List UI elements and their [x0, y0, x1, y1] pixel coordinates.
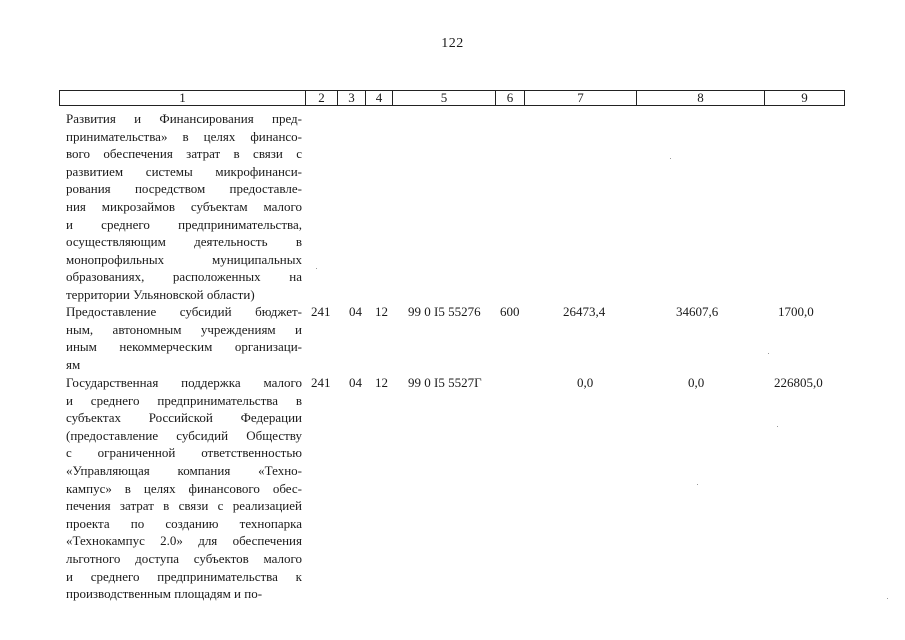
- header-col-4: 4: [365, 91, 392, 105]
- header-col-3: 3: [337, 91, 365, 105]
- scan-speck: [777, 426, 778, 427]
- header-col-8: 8: [636, 91, 764, 105]
- description-line: «Управляющая компания «Техно-: [66, 462, 302, 478]
- cell-amount-col8: 34607,6: [676, 304, 719, 319]
- description-line: территории Ульяновской области): [66, 286, 255, 302]
- description-line: ям: [66, 356, 81, 372]
- description-line: монопрофильных муниципальных: [66, 251, 302, 267]
- scan-speck: [697, 484, 698, 485]
- header-col-1: 1: [179, 90, 186, 105]
- description-line: принимательства» в целях финансо-: [66, 128, 302, 144]
- cell-target-article: 99 0 I5 55276: [408, 304, 481, 319]
- header-col-9: 9: [764, 91, 844, 105]
- description-line: (предоставление субсидий Обществу: [66, 427, 302, 443]
- description-line: проекта по созданию технопарка: [66, 515, 302, 531]
- description-line: иным некоммерческим организаци-: [66, 339, 302, 355]
- scan-speck: [768, 353, 769, 354]
- description-line: и среднего предпринимательства,: [66, 216, 302, 232]
- description-line: ным, автономным учреждениям и: [66, 321, 302, 337]
- cell-amount-col9: 1700,0: [778, 304, 814, 319]
- page-number: 122: [441, 36, 464, 51]
- row-description: [66, 374, 302, 603]
- description-line: «Технокампус 2.0» для обеспечения: [66, 533, 302, 549]
- cell-amount-col7: 26473,4: [563, 304, 606, 319]
- row-description: [66, 110, 302, 304]
- cell-subsection-code: 12: [375, 375, 388, 390]
- description-line: вого обеспечения затрат в связи с: [66, 146, 302, 162]
- description-line: образованиях, расположенных на: [66, 269, 302, 285]
- cell-amount-col9: 226805,0: [774, 375, 823, 390]
- cell-ministry-code: 241: [311, 375, 331, 390]
- cell-section-code: 04: [349, 375, 362, 390]
- description-line: рования посредством предоставле-: [66, 181, 302, 197]
- description-line: ния микрозаймов субъектам малого: [66, 198, 302, 214]
- cell-target-article: 99 0 I5 5527Г: [408, 375, 482, 390]
- description-line: кампус» в целях финансового обес-: [66, 480, 302, 496]
- description-line: субъектах Российской Федерации: [66, 410, 302, 426]
- scan-speck: [887, 598, 888, 599]
- cell-amount-col7: 0,0: [577, 375, 594, 390]
- cell-subsection-code: 12: [375, 304, 388, 319]
- scan-speck: [316, 268, 317, 269]
- scan-speck: [670, 158, 671, 159]
- description-line: и среднего предпринимательства к: [66, 568, 302, 584]
- header-col-2: 2: [305, 91, 337, 105]
- description-line: и среднего предпринимательства в: [66, 392, 302, 408]
- cell-expense-type: 600: [500, 304, 520, 319]
- description-line: Государственная поддержка малого: [66, 375, 302, 390]
- description-line: Предоставление субсидий бюджет-: [66, 304, 302, 319]
- cell-ministry-code: 241: [311, 304, 331, 319]
- description-line: льготного доступа субъектов малого: [66, 550, 302, 566]
- header-col-7: 7: [524, 91, 636, 105]
- description-line: с ограниченной ответственностью: [66, 445, 302, 461]
- header-col-6: 6: [495, 91, 524, 105]
- header-col-5: 5: [392, 91, 495, 105]
- cell-amount-col8: 0,0: [688, 375, 705, 390]
- description-line: производственным площадям и по-: [66, 586, 263, 602]
- row-description: [66, 303, 302, 373]
- description-line: осуществляющим деятельность в: [66, 234, 302, 250]
- cell-section-code: 04: [349, 304, 362, 319]
- description-line: печения затрат в связи с реализацией: [66, 498, 302, 514]
- description-line: Развития и Финансирования пред-: [66, 111, 302, 126]
- table-header-row: [59, 90, 845, 106]
- description-line: развитием системы микрофинанси-: [66, 163, 302, 179]
